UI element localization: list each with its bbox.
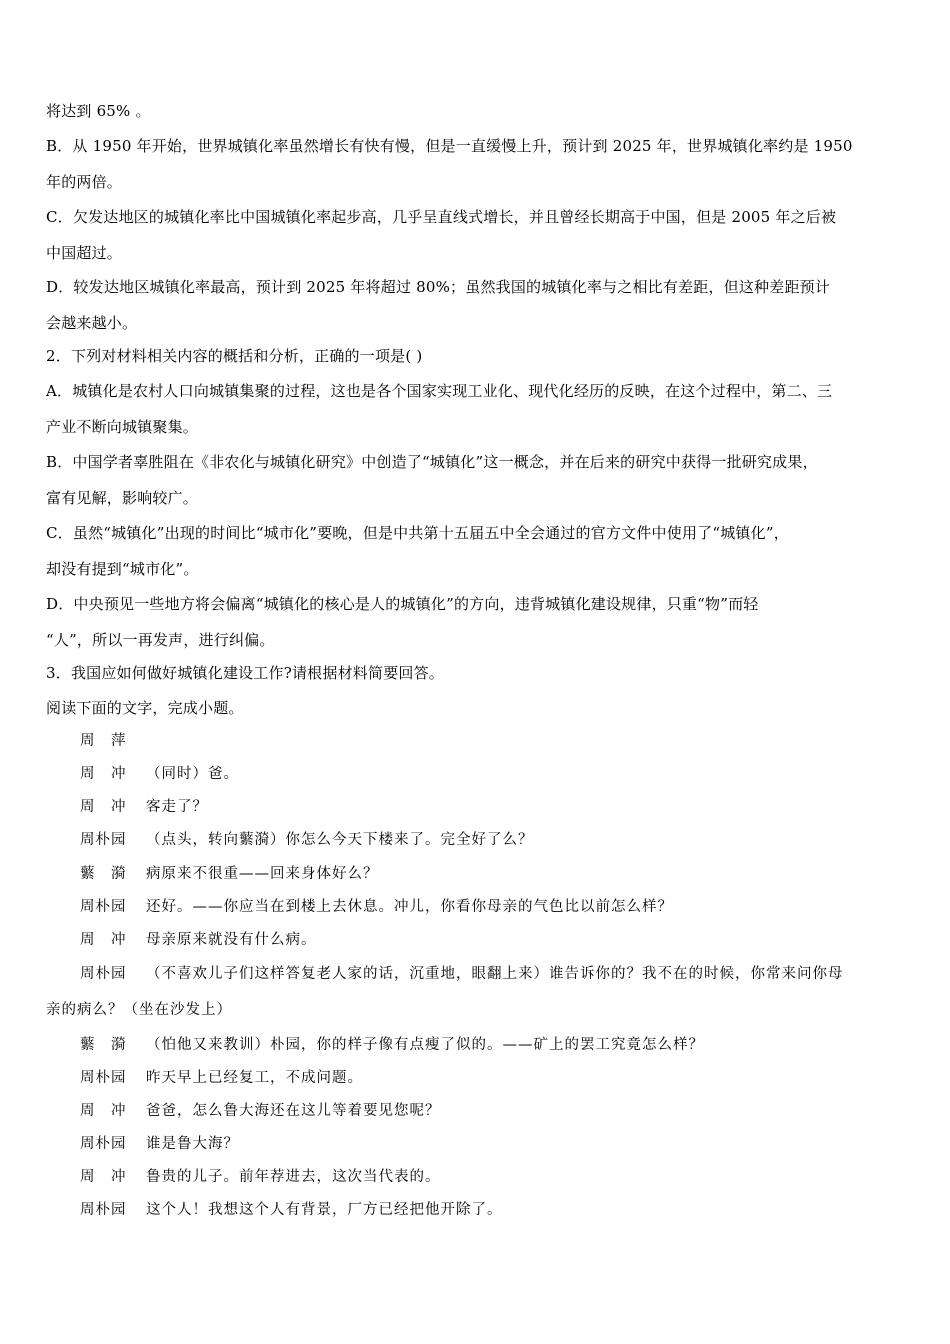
drama-speaker: 周 冲 [80, 1169, 127, 1185]
drama-text: （点头，转向蘩漪）你怎么今天下楼来了。完全好了么？ [146, 832, 534, 848]
drama-text: 亲的病么？（坐在沙发上） [46, 1002, 232, 1018]
drama-line [80, 864, 910, 884]
drama-text: 病原来不很重——回来身体好么？ [146, 866, 379, 882]
drama-line [80, 1200, 910, 1220]
q2-option-a-line1: A．城镇化是农村人口向城镇集聚的过程，这也是各个国家实现工业化、现代化经历的反映，在这个过程中，第二、三 [46, 382, 833, 400]
drama-speaker: 周 冲 [80, 799, 127, 815]
drama-speaker: 蘩 漪 [80, 1037, 127, 1053]
q1-option-a-tail: 将达到 65% 。 [46, 102, 151, 120]
drama-speaker: 周 冲 [80, 1103, 127, 1119]
drama-speaker: 周朴园 [80, 832, 127, 848]
drama-text: （不喜欢儿子们这样答复老人家的话，沉重地，眼翻上来）谁告诉你的？我不在的时候，你常来问你母 [146, 966, 844, 982]
q1-option-d-line2: 会越来越小。 [46, 314, 138, 332]
drama-text: 昨天早上已经复工，不成问题。 [146, 1070, 363, 1086]
q1-option-d-line1: D．较发达地区城镇化率最高，预计到 2025 年将超过 80%；虽然我国的城镇化率与之相比有差距，但这种差距预计 [46, 278, 831, 296]
drama-text: 还好。——你应当在到楼上去休息。冲儿，你看你母亲的气色比以前怎么样？ [146, 899, 673, 915]
drama-line [80, 964, 910, 984]
q2-option-c-line2: 却没有提到“城市化”。 [46, 560, 199, 578]
drama-speaker: 周朴园 [80, 966, 127, 982]
q2-option-b-line1: B．中国学者辜胜阻在《非农化与城镇化研究》中创造了“城镇化”这一概念，并在后来的研究中获得一批研究成果， [46, 453, 818, 471]
drama-line [80, 764, 910, 784]
drama-speaker: 周 冲 [80, 766, 127, 782]
drama-speaker: 周朴园 [80, 1070, 127, 1086]
drama-text: 母亲原来就没有什么病。 [146, 932, 317, 948]
drama-speaker: 周朴园 [80, 899, 127, 915]
drama-line [80, 1035, 910, 1055]
q3-stem: 3．我国应如何做好城镇化建设工作?请根据材料简要回答。 [46, 664, 444, 682]
drama-line [80, 830, 910, 850]
drama-line [80, 1167, 910, 1187]
drama-text: 鲁贵的儿子。前年荐进去，这次当代表的。 [146, 1169, 441, 1185]
q1-option-b-line1: B．从 1950 年开始，世界城镇化率虽然增长有快有慢，但是一直缓慢上升，预计到 2025 年，世界城镇化率约是 1950 [46, 137, 853, 155]
drama-text: （同时）爸。 [146, 766, 239, 782]
drama-text: 这个人！我想这个人有背景，厂方已经把他开除了。 [146, 1202, 503, 1218]
drama-line [80, 1134, 910, 1154]
drama-line [80, 731, 910, 751]
drama-text: 爸爸，怎么鲁大海还在这儿等着要见您呢？ [146, 1103, 441, 1119]
drama-line [80, 1068, 910, 1088]
drama-line [80, 897, 910, 917]
drama-text: 谁是鲁大海？ [146, 1136, 239, 1152]
drama-speaker: 蘩 漪 [80, 866, 127, 882]
reading-intro: 阅读下面的文字，完成小题。 [46, 699, 244, 717]
drama-line-continuation [46, 1000, 910, 1020]
drama-speaker: 周朴园 [80, 1136, 127, 1152]
drama-speaker: 周朴园 [80, 1202, 127, 1218]
drama-line [80, 930, 910, 950]
q2-option-c-line1: C．虽然“城镇化”出现的时间比“城市化”要晚，但是中共第十五届五中全会通过的官方文件中使用了“城镇化”， [46, 524, 789, 542]
q2-option-d-line1: D．中央预见一些地方将会偏离“城镇化的核心是人的城镇化”的方向，违背城镇化建设规律，只重“物”而轻 [46, 595, 759, 613]
q2-option-a-line2: 产业不断向城镇聚集。 [46, 418, 199, 436]
q1-option-b-line2: 年的两倍。 [46, 173, 123, 191]
drama-speaker: 周 冲 [80, 932, 127, 948]
q2-option-d-line2: “人”，所以一再发声，进行纠偏。 [46, 631, 275, 649]
q2-option-b-line2: 富有见解，影响较广。 [46, 489, 199, 507]
drama-speaker: 周 萍 [80, 733, 127, 749]
drama-line [80, 1101, 910, 1121]
drama-text: （怕他又来教训）朴园，你的样子像有点瘦了似的。——矿上的罢工究竟怎么样？ [146, 1037, 704, 1053]
drama-line [80, 797, 910, 817]
q1-option-c-line1: C．欠发达地区的城镇化率比中国城镇化率起步高，几乎呈直线式增长，并且曾经长期高于中国，但是 2005 年之后被 [46, 208, 837, 226]
q2-stem: 2．下列对材料相关内容的概括和分析，正确的一项是( ) [46, 347, 423, 365]
q1-option-c-line2: 中国超过。 [46, 244, 123, 262]
drama-text: 客走了？ [146, 799, 208, 815]
